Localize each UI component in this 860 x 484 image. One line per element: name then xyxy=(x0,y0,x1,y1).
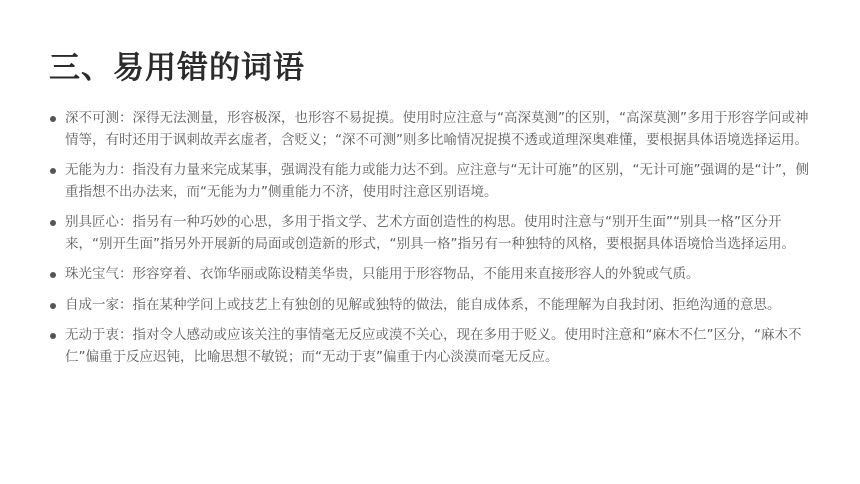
list-item-text: 自成一家：指在某种学问上或技艺上有独创的见解或独特的做法，能自成体系，不能理解为自我封闭、拒绝沟通的意思。 xyxy=(65,296,781,313)
list-item-text: 珠光宝气：形容穿着、衣饰华丽或陈设精美华贵，只能用于形容物品，不能用来直接形容人的外貌或气质。 xyxy=(65,266,700,282)
slide-title: 三、易用错的词语 xyxy=(49,50,305,86)
list-item-text: 无能为力：指没有力量来完成某事，强调没有能力或能力达不到。应注意与“无计可施”的区别，“无计可施”强调的是“计”，侧重指想不出办法来，而“无能为力”侧重能力不济，使用时注意区别语境。 xyxy=(65,162,809,200)
bullet-icon xyxy=(50,333,56,339)
bullet-icon xyxy=(50,303,56,309)
bullet-icon xyxy=(50,168,56,174)
bullet-list xyxy=(49,108,813,377)
list-item-text: 别具匠心：指另有一种巧妙的心思，多用于指文学、艺术方面创造性的构思。使用时注意与“别开生面”“别具一格”区分开来，“别开生面”指另外开展新的局面或创造新的形式，“别具一格”指另有一种独特的风格，要根据具体语境恰当选择运用。 xyxy=(65,214,795,252)
bullet-icon xyxy=(50,116,56,122)
list-item xyxy=(49,325,813,368)
list-item xyxy=(49,264,813,286)
list-item xyxy=(49,108,813,151)
list-item-text: 深不可测：深得无法测量，形容极深，也形容不易捉摸。使用时应注意与“高深莫测”的区别，“高深莫测”多用于形容学问或神情等，有时还用于讽刺故弄玄虚者，含贬义；“深不可测”则多比喻情况捉摸不透或道理深奥难懂，要根据具体语境选择运用。 xyxy=(65,110,809,148)
list-item-text: 无动于衷：指对令人感动或应该关注的事情毫无反应或漠不关心，现在多用于贬义。使用时注意和“麻木不仁”区分，“麻木不仁”偏重于反应迟钝，比喻思想不敏锐；而“无动于衷”偏重于内心淡漠而毫无反应。 xyxy=(65,327,802,365)
bullet-icon xyxy=(50,272,56,278)
bullet-icon xyxy=(50,220,56,226)
list-item xyxy=(49,295,813,317)
list-item xyxy=(49,212,813,255)
list-item xyxy=(49,160,813,203)
